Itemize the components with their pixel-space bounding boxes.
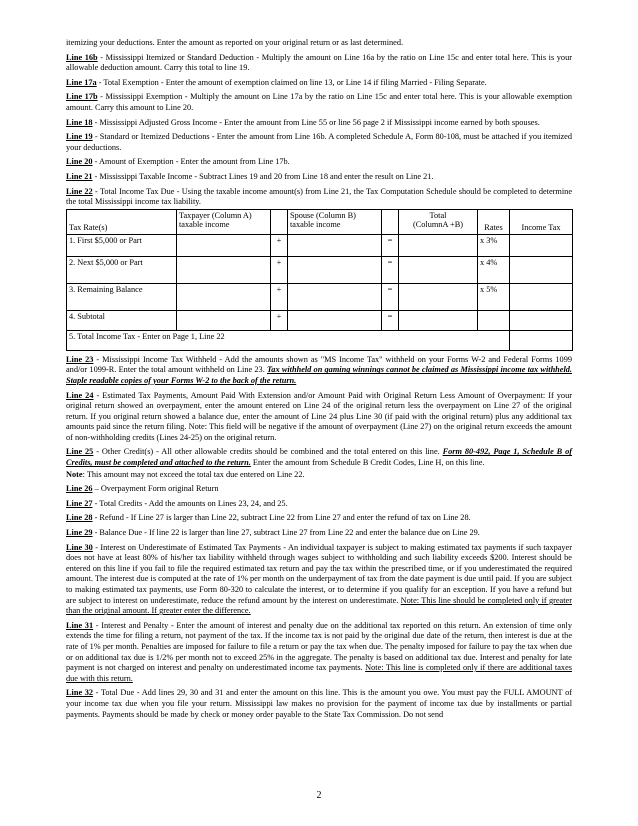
table-row xyxy=(67,330,573,350)
equals-sign: = xyxy=(382,283,399,310)
total-cell[interactable] xyxy=(399,310,478,330)
line-21-paragraph: Line 21 - Mississippi Taxable Income - Subtract Lines 19 and 20 from Line 18 and enter the result on Line 21. xyxy=(66,171,434,181)
line-label: Line 24 xyxy=(66,390,94,400)
plus-sign: + xyxy=(271,256,288,283)
line-label: Line 29 xyxy=(66,528,93,538)
header-taxpayer: Taxpayer (Column A) taxable income xyxy=(177,209,271,234)
line-label: Line 17a xyxy=(66,77,97,87)
paragraph-continuation: itemizing your deductions. Enter the amount as reported on your original return or as last determined. xyxy=(66,38,404,47)
spouse-cell[interactable] xyxy=(288,234,382,256)
header-total: Total (ColumnA +B) xyxy=(399,209,478,234)
taxpayer-cell[interactable] xyxy=(177,310,271,330)
line-18-paragraph: Line 18 - Mississippi Adjusted Gross Income - Enter the amount from Line 55 or line 56 page 2 if Mississippi income earned by both spouses. xyxy=(66,117,540,127)
line-30-paragraph: Line 30 - Interest on Underestimate of Estimated Tax Payments - An individual taxpayer is subject to making estimated tax payments if such taxpayer does not have at least 80% of his/her tax liability withheld through wages subject to withholding and such liability exceeds $200. Interest should be entered on this line if you fail to file the required estimated tax return and pay the tax within the prescribed time, or if you underestimated the required amount. The interest due is computed at the rate of 1% per month on the underpayment of tax from the date payment is due until paid. If you are subject to making estimated tax payments, use Form 80-320 to calculate the interest, or to determine if you qualify for an exception. If you have a refund but are subject to interest on underestimate, reduce the refund amount by the interest on underestimate. Note: This line should be completed only if greater than the original amount. If greater enter the difference. xyxy=(66,542,572,616)
table-row xyxy=(67,283,573,310)
line-22-paragraph: Line 22 - Total Income Tax Due - Using the taxable income amount(s) from Line 21, the Tax Computation Schedule should be completed to determine the total Mississippi income tax liability. xyxy=(66,186,573,207)
line-label: Line 31 xyxy=(66,620,94,630)
table-row xyxy=(67,234,573,256)
spouse-cell[interactable] xyxy=(288,256,382,283)
line-label: Line 25 xyxy=(66,447,94,457)
rate-cell: x 4% xyxy=(478,256,510,283)
row-label: 5. Total Income Tax - Enter on Page 1, Line 22 xyxy=(67,330,382,350)
equals-sign: = xyxy=(382,234,399,256)
total-cell[interactable] xyxy=(399,234,478,256)
line-label: Line 20 xyxy=(66,157,93,167)
plus-sign: + xyxy=(271,310,288,330)
table-header-row xyxy=(67,209,573,234)
spouse-cell[interactable] xyxy=(288,283,382,310)
table-row xyxy=(67,256,573,283)
line-label: Line 28 xyxy=(66,513,93,523)
header-income-tax: Income Tax xyxy=(510,209,573,234)
equals-sign: = xyxy=(382,256,399,283)
taxpayer-cell[interactable] xyxy=(177,283,271,310)
line-label: Line 17b xyxy=(66,92,98,102)
line-label: Line 32 xyxy=(66,688,94,698)
total-cell[interactable] xyxy=(399,283,478,310)
plus-sign: + xyxy=(271,283,288,310)
header-rates: Rates xyxy=(478,209,510,234)
plus-sign: + xyxy=(271,234,288,256)
row-label: 3. Remaining Balance xyxy=(67,283,177,310)
rate-cell: x 5% xyxy=(478,283,510,310)
line-label: Line 22 xyxy=(66,186,93,196)
line-label: Line 26 xyxy=(66,484,93,494)
rate-cell xyxy=(478,310,510,330)
header-spouse: Spouse (Column B) taxable income xyxy=(288,209,382,234)
line-20-paragraph: Line 20 - Amount of Exemption - Enter the amount from Line 17b. xyxy=(66,157,290,167)
line-24-paragraph: Line 24 - Estimated Tax Payments, Amount Paid With Extension and/or Amount Paid with Original Return Less Amount of Overpayment: If your original return showed an overpayment, enter the amount entered on Line 24 of the original return less the overpayment on Line 27 of the original return. If you original return showed a balance due, enter the amount of Line 24 plus Line 30 (if paid with the original return) plus any additional tax amounts paid since the return filing. Note: This field will be negative if the amount of overpayment (Line 27) on the original return exceeds the amount of non-withholding credits (Lines 24-25) on the original return. xyxy=(66,390,572,442)
line-27-paragraph: Line 27 - Total Credits - Add the amounts on Lines 23, 24, and 25. xyxy=(66,498,288,508)
page-number: 2 xyxy=(316,790,322,801)
line-label: Line 16b xyxy=(66,52,98,62)
total-cell[interactable] xyxy=(399,256,478,283)
header-tax-rates: Tax Rate(s) xyxy=(67,209,177,234)
line-label: Line 30 xyxy=(66,542,93,552)
row-label: 2. Next $5,000 or Part xyxy=(67,256,177,283)
row-label: 1. First $5,000 or Part xyxy=(67,234,177,256)
line-label: Line 21 xyxy=(66,171,93,181)
line-26-paragraph: Line 26 – Overpayment Form original Return xyxy=(66,484,219,494)
note-label: Note xyxy=(66,469,83,479)
spouse-cell[interactable] xyxy=(288,310,382,330)
line-19-paragraph: Line 19 - Standard or Itemized Deductions - Enter the amount from Line 16b. A completed Schedule A, Form 80-108, must be attached if you itemized your deductions. xyxy=(66,132,572,152)
equals-sign: = xyxy=(382,310,399,330)
total-income-tax-cell[interactable] xyxy=(510,330,573,350)
document-page xyxy=(66,38,572,724)
income-tax-cell[interactable] xyxy=(510,310,573,330)
line-17a-paragraph: Line 17a - Total Exemption - Enter the amount of exemption claimed on line 13, or Line 14 if filing Married - Filing Separate. xyxy=(66,77,487,87)
line-16b-paragraph: Line 16b - Mississippi Itemized or Standard Deduction - Multiply the amount on Line 16a by the ratio on Line 15c and enter total here. This is your allowable deduction amount. Carry this total to line 19. xyxy=(66,52,572,73)
line-17b-paragraph: Line 17b - Mississippi Exemption - Multiply the amount on Line 17a by the ratio on Line 15c and enter total here. This is your allowable exemption amount. Carry this amount to Line 20. xyxy=(66,92,573,112)
line-31-paragraph: Line 31 - Interest and Penalty - Enter the amount of interest and penalty due on the additional tax reported on this return. An extension of time only extends the time for filing a return, not payment of the tax. If the income tax is not paid by the original due date of the return, then interest is due at the rate of 1% per month. Penalties are imposed for failure to file a return or pay the tax when due. The penalty imposed for failure to pay the tax when due or on additional tax due is 1/2% per month not to exceed 25% in the aggregate. The penalty is based on additional tax due. Interest and penalty for late payment is not charged on interest and penalty on underestimated income tax payments. Note: This line is completed only if there are additional taxes due with this return. xyxy=(66,620,572,683)
table-row xyxy=(67,310,573,330)
income-tax-cell[interactable] xyxy=(510,283,573,310)
line-label: Line 19 xyxy=(66,132,93,142)
line-25-paragraph: Line 25 - Other Credit(s) - All other allowable credits should be combined and the total entered on this line. Form 80-492, Page 1, Schedule B of Credits, must be completed and attached to the return. Enter the amount from Schedule B Credit Codes, Line H, on this line. xyxy=(66,447,572,468)
line-32-paragraph: Line 32 - Total Due - Add lines 29, 30 and 31 and enter the amount on this line. This is the amount you owe. You must pay the FULL AMOUNT of your income tax due when you file your return. Mississippi law makes no provision for the payment of income tax due by installments or partial payments. Payments should be made by check or money order payable to the State Tax Commission. Do not send xyxy=(66,688,572,719)
line-23-paragraph: Line 23 - Mississippi Income Tax Withheld - Add the amounts shown as "MS Income Tax" withheld on your Forms W-2 and Federal Forms 1099 and/or 1099-R. Enter the total amount withheld on Line 23. Tax withheld on gaming winnings cannot be claimed as Mississippi income tax withheld. Staple readable copies of your Forms W-2 to the back of the return. xyxy=(66,354,573,385)
line-28-paragraph: Line 28 - Refund - If Line 27 is larger than Line 22, subtract Line 22 from Line 27 and enter the refund of tax on Line 28. xyxy=(66,513,471,523)
tax-computation-table xyxy=(66,209,573,351)
line-label: Line 27 xyxy=(66,498,93,508)
income-tax-cell[interactable] xyxy=(510,256,573,283)
income-tax-cell[interactable] xyxy=(510,234,573,256)
taxpayer-cell[interactable] xyxy=(177,256,271,283)
line-29-paragraph: Line 29 - Balance Due - If line 22 is larger than line 27, subtract Line 27 from Line 22 and enter the balance due on Line 29. xyxy=(66,528,480,538)
taxpayer-cell[interactable] xyxy=(177,234,271,256)
note-paragraph: Note: This amount may not exceed the total tax due entered on Line 22. xyxy=(66,469,305,479)
line-label: Line 23 xyxy=(66,354,94,364)
row-label: 4. Subtotal xyxy=(67,310,177,330)
line-label: Line 18 xyxy=(66,117,93,127)
rate-cell: x 3% xyxy=(478,234,510,256)
